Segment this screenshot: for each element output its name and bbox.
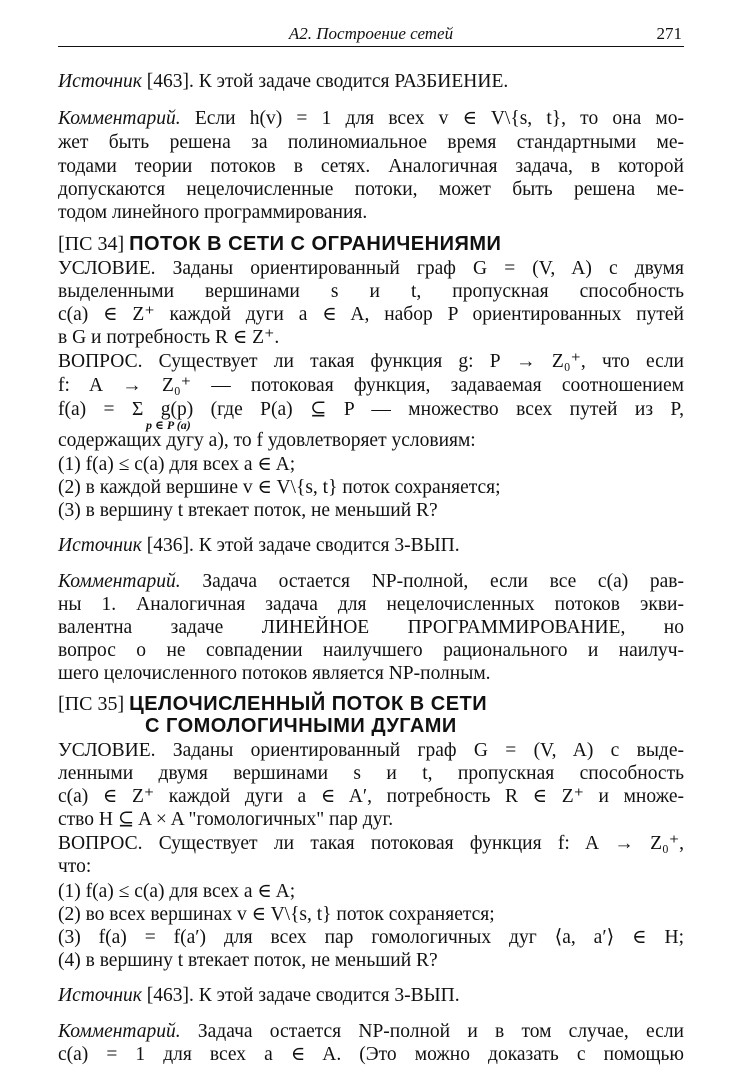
problem-34-heading	[58, 233, 684, 256]
problem-35-title-line-2: С ГОМОЛОГИЧНЫМИ ДУГАМИ	[145, 715, 457, 737]
p35-condition-item-3: (3) f(a) = f(a′) для всех пар гомологичных дуг ⟨a, a′⟩ ∈ H;	[58, 927, 684, 948]
problem-35-heading	[58, 693, 684, 716]
comment-1-line-4: допускаются нецелочисленные потоки, может быть решена ме-	[58, 179, 684, 200]
p34-question-line-3: f(a) = Σ g(p) (где P(a) ⊆ P — множество всех путей из P,	[58, 399, 684, 420]
p35-condition-line-4: ство H ⊆ A × A "гомологичных" пар дуг.	[58, 809, 394, 830]
comment-1-line-5: тодом линейного программирования.	[58, 202, 368, 223]
p34-comment-line-5: шего целочисленного потоков является NP-полным.	[58, 663, 491, 684]
p34-question-line-1: ВОПРОС. Существует ли такая функция g: P → Z₀⁺, что если	[58, 351, 684, 372]
page-number: 271	[656, 24, 682, 43]
p34-condition-line-2: выделенными вершинами s и t, пропускная способность	[58, 281, 684, 302]
running-title: А2. Построение сетей	[288, 24, 454, 43]
p35-source: Источник [463]. К этой задаче сводится 3-ВЫП.	[58, 985, 460, 1006]
p35-condition-line-1: УСЛОВИЕ. Заданы ориентированный граф G = (V, A) с выде-	[58, 740, 684, 761]
p35-condition-item-2: (2) во всех вершинах v ∈ V\{s, t} поток сохраняется;	[58, 904, 495, 925]
comment-1-line-1: Комментарий. Если h(v) = 1 для всех v ∈ V\{s, t}, то она мо-	[58, 108, 684, 129]
p34-question-line-2: f: A → Z₀⁺ — потоковая функция, задаваемая соотношением	[58, 375, 684, 396]
p35-condition-item-1: (1) f(a) ≤ c(a) для всех a ∈ A;	[58, 881, 296, 902]
p35-condition-line-3: c(a) ∈ Z⁺ каждой дуги a ∈ A′, потребность R ∈ Z⁺ и множе-	[58, 786, 684, 807]
p34-condition-line-1: УСЛОВИЕ. Заданы ориентированный граф G = (V, A) с двумя	[58, 258, 684, 279]
problem-34-tag: [ПС 34]	[58, 233, 125, 255]
p34-comment-line-1: Комментарий. Задача остается NP-полной, если все c(a) рав-	[58, 571, 684, 592]
p34-condition-item-2: (2) в каждой вершине v ∈ V\{s, t} поток сохраняется;	[58, 477, 501, 498]
p34-comment-line-2: ны 1. Аналогичная задача для нецелочисленных потоков экви-	[58, 594, 684, 615]
p35-comment-line-2: c(a) = 1 для всех a ∈ A. (Это можно доказать с помощью	[58, 1044, 684, 1065]
p34-comment-line-3: валентна задаче ЛИНЕЙНОЕ ПРОГРАММИРОВАНИЕ, но	[58, 617, 684, 638]
problem-34-title: ПОТОК В СЕТИ С ОГРАНИЧЕНИЯМИ	[129, 233, 502, 255]
p34-condition-line-4: в G и потребность R ∈ Z⁺.	[58, 327, 280, 348]
comment-1-line-2: жет быть решена за полиномиальное время стандартными ме-	[58, 132, 684, 153]
p35-question-line-2: что:	[58, 856, 92, 877]
p35-comment-line-1: Комментарий. Задача остается NP-полной и в том случае, если	[58, 1021, 684, 1042]
p34-source: Источник [436]. К этой задаче сводится 3-ВЫП.	[58, 535, 460, 556]
comment-1-line-3: тодами теории потоков в сетях. Аналогичная задача, в которой	[58, 156, 684, 177]
p34-comment-line-4: вопрос о не совпадении наилучшего рационального и наилуч-	[58, 640, 684, 661]
p34-condition-item-3: (3) в вершину t втекает поток, не меньший R?	[58, 500, 438, 521]
p34-question-line-4: содержащих дугу a), то f удовлетворяет условиям:	[58, 430, 476, 451]
sum-subscript: p ∈ P (a)	[146, 418, 191, 432]
p35-condition-line-2: ленными двумя вершинами s и t, пропускная способность	[58, 763, 684, 784]
p34-condition-item-1: (1) f(a) ≤ c(a) для всех a ∈ A;	[58, 454, 296, 475]
p35-question-line-1: ВОПРОС. Существует ли такая потоковая функция f: A → Z₀⁺,	[58, 833, 684, 854]
problem-35-tag: [ПС 35]	[58, 693, 125, 715]
source-line-1: Источник [463]. К этой задаче сводится РАЗБИЕНИЕ.	[58, 71, 509, 92]
p35-condition-item-4: (4) в вершину t втекает поток, не меньший R?	[58, 950, 438, 971]
problem-35-title-line-1: ЦЕЛОЧИСЛЕННЫЙ ПОТОК В СЕТИ	[129, 693, 488, 715]
p34-condition-line-3: c(a) ∈ Z⁺ каждой дуги a ∈ A, набор P ориентированных путей	[58, 304, 684, 325]
running-header	[58, 20, 684, 47]
